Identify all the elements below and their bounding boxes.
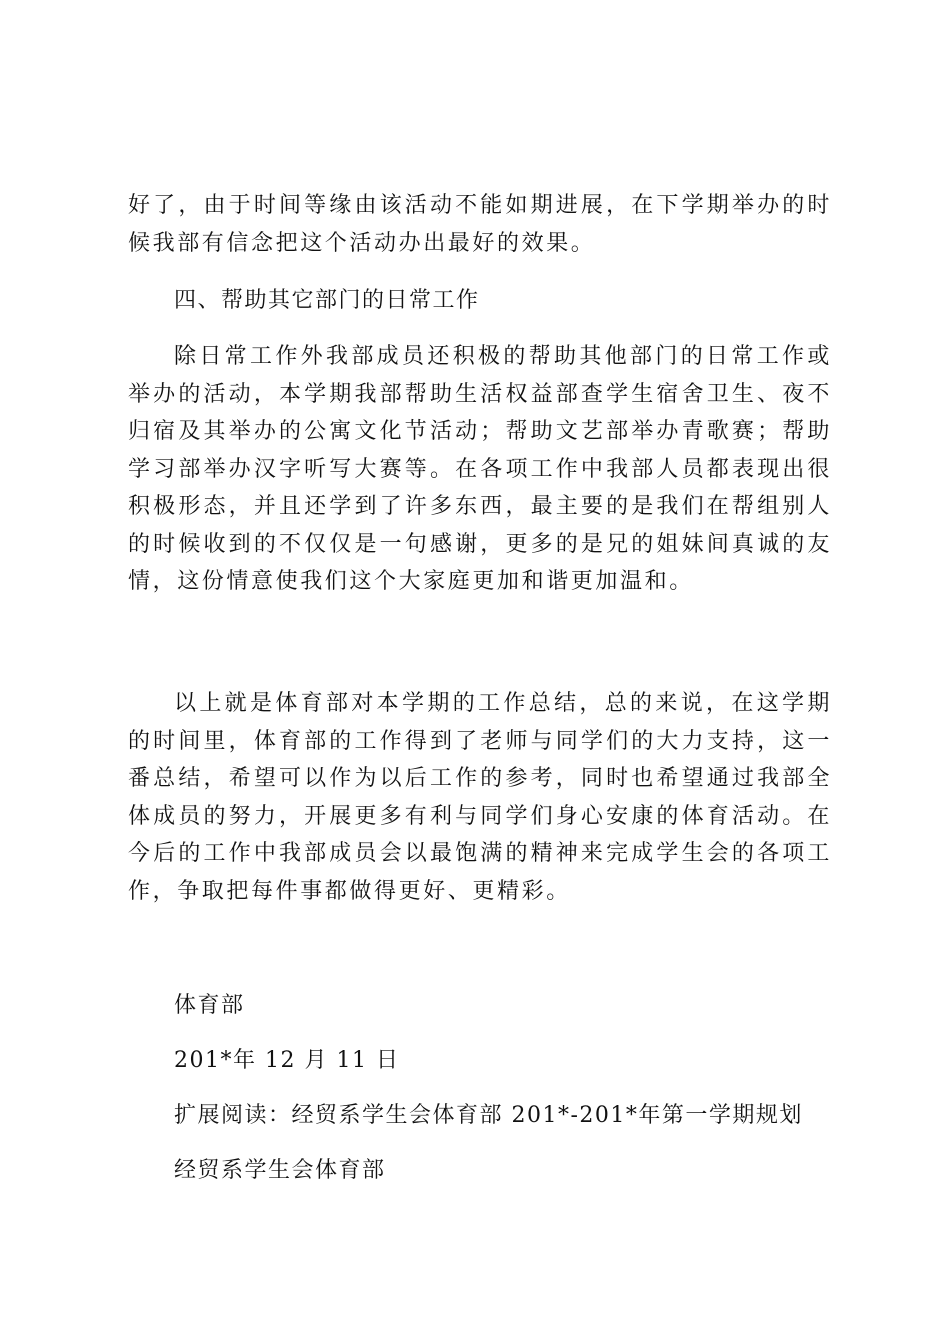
signature-date: 201*年 12 月 11 日 [174,1048,400,1073]
signature-department: 体育部 [174,993,245,1018]
paragraph-help-other-departments: 除日常工作外我部成员还积极的帮助其他部门的日常工作或举办的活动，本学期我部帮助生活权益部查学生宿舍卫生、夜不归宿及其举办的公寓文化节活动；帮助文艺部举办青歌赛；帮助学习部举办汉字听写大赛等。在各项工作中我部人员都表现出很积极形态，并且还学到了许多东西，最主要的是我们在帮组别人的时候收到的不仅仅是一句感谢，更多的是兄的姐妹间真诚的友情，这份情意使我们这个大家庭更加和谐更加温和。 [128,344,832,594]
paragraph-continuation: 好了，由于时间等缘由该活动不能如期进展，在下学期举办的时候我部有信念把这个活动办出最好的效果。 [128,193,832,256]
section-heading-four: 四、帮助其它部门的日常工作 [174,288,480,313]
paragraph-summary: 以上就是体育部对本学期的工作总结，总的来说，在这学期的时间里，体育部的工作得到了老师与同学们的大力支持，这一番总结，希望可以作为以后工作的参考，同时也希望通过我部全体成员的努力，开展更多有利与同学们身心安康的体育活动。在今后的工作中我部成员会以最饱满的精神来完成学生会的各项工作，争取把每件事都做得更好、更精彩。 [128,691,832,904]
extended-reading-title: 扩展阅读：经贸系学生会体育部 201*-201*年第一学期规划 [174,1103,803,1128]
final-line: 经贸系学生会体育部 [174,1158,386,1183]
